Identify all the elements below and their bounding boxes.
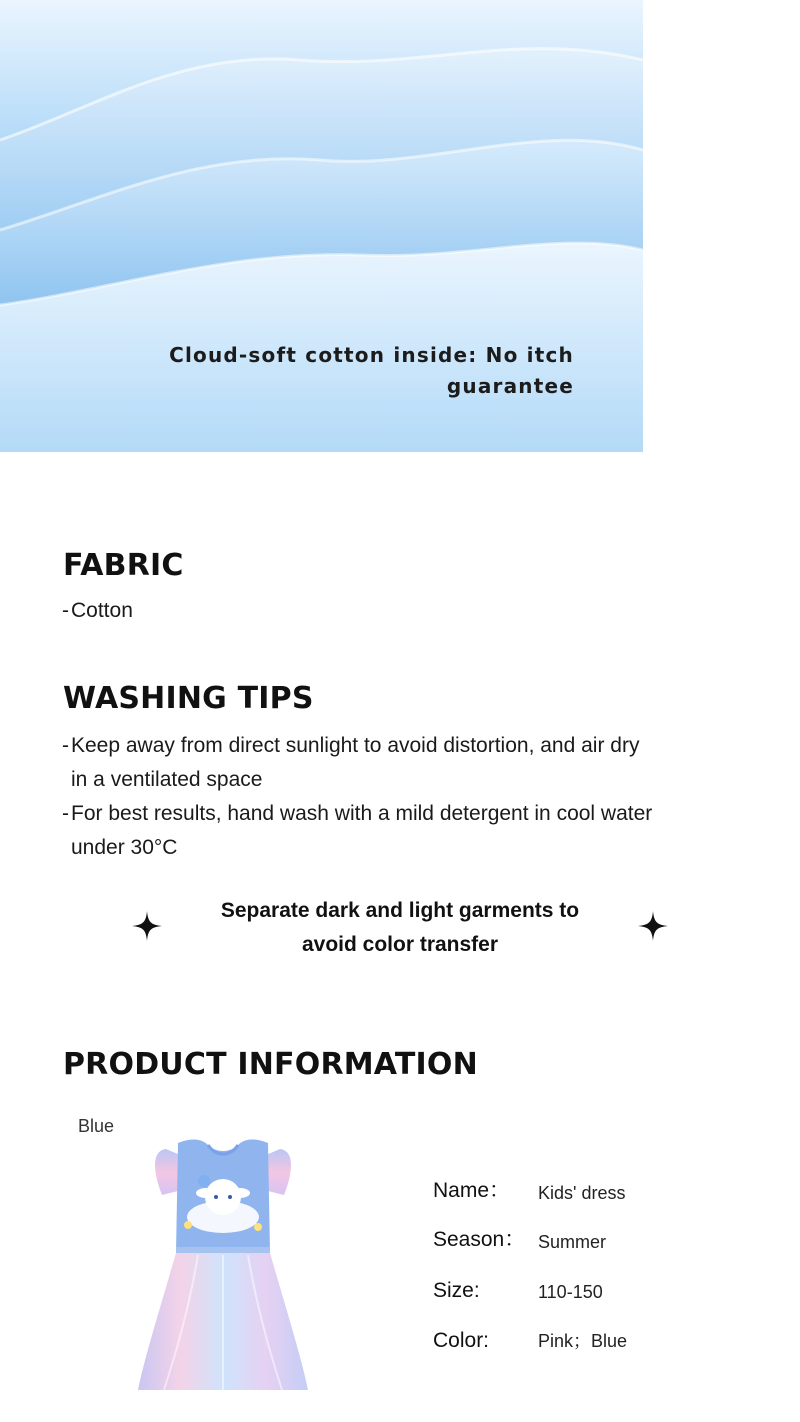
spec-value: Pink；Blue <box>538 1331 628 1351</box>
fabric-item-text: Cotton <box>71 599 133 622</box>
fabric-heading: FABRIC <box>63 548 184 583</box>
spec-key: Size: <box>433 1279 480 1302</box>
hero-fabric-image <box>0 0 643 452</box>
washing-tip-item: -Keep away from direct sunlight to avoid distortion, and air dry in a ventilated space <box>62 729 742 797</box>
washing-tip-item: -For best results, hand wash with a mild detergent in cool water under 30°C <box>62 797 742 865</box>
spec-row-size <box>433 1267 753 1303</box>
washing-note-text <box>190 894 610 962</box>
washing-note <box>130 894 670 964</box>
spec-row-color <box>433 1317 753 1353</box>
spec-value: 110-150 <box>538 1282 603 1302</box>
spec-value: Kids' dress <box>538 1183 626 1203</box>
spec-key: Season： <box>433 1228 526 1251</box>
spec-key: Name： <box>433 1179 511 1202</box>
dress-image <box>128 1135 318 1400</box>
sparkle-icon <box>638 911 668 941</box>
sparkle-icon <box>132 911 162 941</box>
washing-note-line2: avoid color transfer <box>301 933 499 956</box>
product-info-heading: PRODUCT INFORMATION <box>63 1047 478 1082</box>
variant-label: Blue <box>78 1116 115 1136</box>
spec-value: Summer <box>538 1232 607 1252</box>
hero-caption-line1: Cloud-soft cotton inside: No itch <box>169 343 574 367</box>
washing-tips-heading: WASHING TIPS <box>63 681 314 716</box>
hero-caption-line2: guarantee <box>446 374 574 398</box>
spec-row-season <box>433 1217 753 1253</box>
fabric-item: -Cotton <box>62 599 133 622</box>
spec-key: Color: <box>433 1329 490 1352</box>
washing-tip-line2: in a ventilated space <box>71 768 263 791</box>
washing-tip-line1: Keep away from direct sunlight to avoid distortion, and air dry <box>71 734 640 757</box>
spec-row-name <box>433 1168 753 1204</box>
washing-tip-line1: For best results, hand wash with a mild detergent in cool water <box>71 802 653 825</box>
washing-note-line1: Separate dark and light garments to <box>220 899 580 922</box>
hero-caption <box>114 340 574 402</box>
washing-tip-line2: under 30°C <box>71 836 178 859</box>
